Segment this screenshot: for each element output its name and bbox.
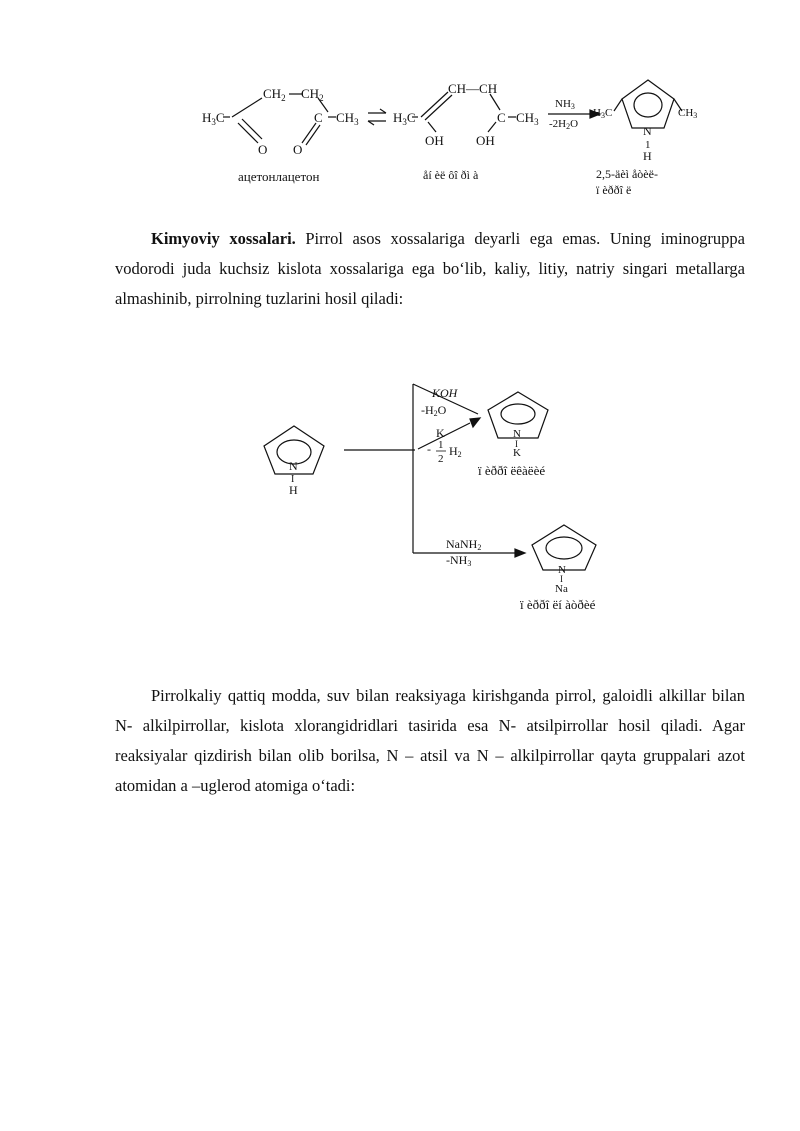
enol-c2: C <box>497 110 506 125</box>
label-product-line2: ï èððî ë <box>596 183 632 197</box>
h3c-c: C <box>215 110 225 125</box>
enol-oh-right: OH <box>476 133 495 148</box>
enol-h3c: H <box>393 110 403 125</box>
svg-text:NH3 <box>555 98 575 111</box>
reagent-minus: - <box>427 442 431 456</box>
ch2-left-sub: 2 <box>281 93 286 103</box>
label-pyrrolnatriy: ï èððî ëí àòðèé <box>520 597 596 612</box>
label-enol-form: åí èë ôî ðì à <box>423 168 479 182</box>
h3c-sub: 3 <box>211 117 216 127</box>
start-n: N <box>289 459 298 473</box>
svg-text:CH3 <box>678 107 697 120</box>
pn-n: N <box>558 564 566 576</box>
enol-ch-ch: CH—CH <box>448 81 498 96</box>
prod-h: H <box>643 149 652 163</box>
svg-text:-2H2O <box>549 118 578 131</box>
heading-chemical-properties: Kimyoviy xossalari. <box>151 229 296 248</box>
svg-text:CH3 <box>516 110 539 127</box>
reagent-nh3: NH <box>555 98 571 110</box>
paragraph-chemical-properties <box>115 224 745 314</box>
start-bond: I <box>291 474 295 485</box>
enol-oh-left: OH <box>425 133 444 148</box>
svg-text:H3C <box>202 110 225 127</box>
paragraph-chemical-properties-text: Pirrol asos xossalariga deyarli ega emas. Uning iminogruppa vodorodi juda kuchsiz kislota xossalariga ega bo‘lib, kaliy, litiy, natriy singari metallarga almashinib, pirrolning tuzlarini hosil qiladi: <box>115 229 745 308</box>
reagent-minus-nh3: -NH <box>446 553 468 567</box>
enol-h3c-c: C <box>406 110 416 125</box>
reagent-h2o-o: O <box>437 403 447 417</box>
enol-ch3-sub: 3 <box>534 117 539 127</box>
prod-nh-bond: 1 <box>645 139 651 151</box>
fraction-denominator: 2 <box>438 453 444 465</box>
reagent-nanh2: NaNH <box>446 537 478 551</box>
enol-ch3: CH <box>516 110 535 125</box>
reagent-h2o-o: O <box>570 118 579 130</box>
prod-ch3-sub: 3 <box>693 111 698 120</box>
start-h: H <box>289 483 298 497</box>
reagent-h2o-sub: 2 <box>566 122 571 131</box>
reagent-minus-h2o: -H <box>421 403 434 417</box>
ch3-sub: 3 <box>354 117 359 127</box>
o-left: O <box>258 142 268 157</box>
pk-k: K <box>513 447 521 459</box>
prod-h3c-c: C <box>604 107 613 119</box>
ch2-right: CH <box>301 86 320 101</box>
ch2-left: CH <box>263 86 282 101</box>
c-right: C <box>314 110 323 125</box>
reagent-koh: KOH <box>432 386 458 400</box>
svg-text:H2 <box>449 444 462 459</box>
reagent-nanh2-sub: 2 <box>477 543 482 552</box>
prod-ch3: CH <box>678 107 694 119</box>
svg-text:H3C <box>593 107 612 120</box>
svg-text:H3C <box>393 110 416 127</box>
prod-h3c-sub: 3 <box>600 111 605 120</box>
reaction-scheme-acetonylacetone <box>0 0 800 210</box>
svg-text:CH3 <box>336 110 359 127</box>
paragraph-pyrrolkaliy: Pirrolkaliy qattiq modda, suv bilan reaksiyaga kirishganda pirrol, galoidli alkillar bilan N- alkilpirrollar, kislota xlorangidridlari tasirida esa N- atsilpirrollar hosil qiladi. Agar reaksiyalar qizdirish bilan olib borilsa, N – atsil va N – alkilpirrollar qayta gruppalari azot atomidan a –uglerod atomiga o‘tadi: <box>115 686 745 795</box>
label-pyrrolkaliy: ï èððî ëêàëèé <box>478 463 546 478</box>
pk-bond: I <box>515 439 518 449</box>
reagent-h2o: -2H <box>549 118 567 130</box>
reaction-scheme-pyrrole-salts <box>0 370 800 630</box>
reagent-nh3-sub: 3 <box>570 102 575 111</box>
svg-text:-H2O <box>421 403 447 418</box>
pk-n: N <box>513 428 521 440</box>
label-acetonylacetone: ацетонлацетон <box>238 169 320 184</box>
pn-na: Na <box>555 583 568 595</box>
pn-bond: I <box>560 574 563 584</box>
svg-text:CH2 <box>263 86 286 103</box>
svg-text:NaNH2 <box>446 537 481 552</box>
reagent-h2-sub: 2 <box>457 450 462 459</box>
ch2-right-sub: 2 <box>319 93 324 103</box>
prod-h3c: H <box>593 107 601 119</box>
ch3: CH <box>336 110 355 125</box>
o-right: O <box>293 142 303 157</box>
enol-h3c-sub: 3 <box>402 117 407 127</box>
reagent-nh3-sub: 3 <box>467 559 472 568</box>
fraction-numerator: 1 <box>438 439 444 451</box>
reagent-h2o-sub: 2 <box>433 409 438 418</box>
h3c-text: H <box>202 110 212 125</box>
svg-text:-NH3 <box>446 553 471 568</box>
reagent-h2: H <box>449 444 458 458</box>
label-product-line1: 2,5-äèì åòèë- <box>596 167 658 181</box>
prod-n: N <box>643 124 652 138</box>
svg-text:CH2 <box>301 86 324 103</box>
reagent-k: K <box>436 426 445 440</box>
